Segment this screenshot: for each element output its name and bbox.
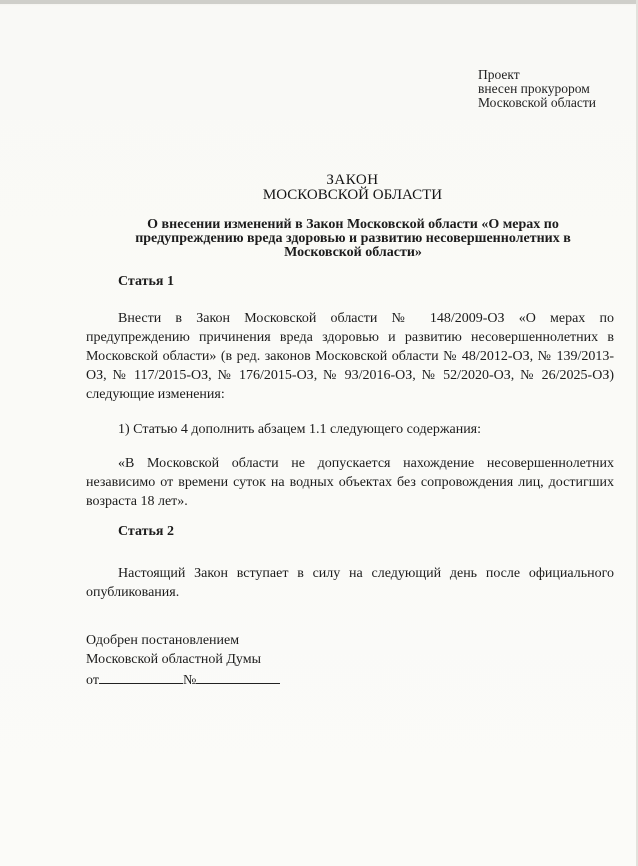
approval-block	[86, 631, 280, 690]
stamp-line-2: внесен прокурором	[478, 81, 590, 96]
approval-number-label: №	[182, 673, 197, 688]
article-1-paragraph-2: 1) Статью 4 дополнить абзацем 1.1 следующего содержания:	[118, 422, 482, 437]
title-line-1: ЗАКОН	[326, 172, 379, 188]
approval-line-1: Одобрен постановлением	[86, 633, 240, 648]
law-subject: О внесении изменений в Закон Московской области «О мерах по предупреждению вреда здоровью и развитию несовершеннолетних в Московской области»	[135, 217, 571, 260]
title-line-2: МОСКОВСКОЙ ОБЛАСТИ	[262, 187, 443, 203]
article-1-paragraph-3: «В Московской области не допускается нахождение несовершеннолетних независимо от времени суток на водных объектах без сопровождения лиц, достигших возраста 18 лет».	[86, 456, 614, 509]
approval-line-2: Московской областной Думы	[86, 652, 261, 667]
stamp-line-3: Московской области	[478, 95, 597, 110]
draft-stamp	[478, 68, 596, 110]
article-2-heading: Статья 2	[118, 524, 174, 539]
scan-top-edge	[0, 0, 638, 4]
approval-date-line	[86, 669, 280, 690]
stamp-line-1: Проект	[478, 67, 520, 82]
article-2-paragraph-1: Настоящий Закон вступает в силу на следующий день после официального опубликования.	[86, 566, 614, 600]
article-1-paragraph-1: Внести в Закон Московской области № 148/2009-ОЗ «О мерах по предупреждению причинения вреда здоровью и развитию несовершеннолетних в Московской области» (в ред. законов Московской области № 48/2012-ОЗ, № 139/2013-ОЗ, № 117/2015-ОЗ, № 176/2015-ОЗ, № 93/2016-ОЗ, № 52/2020-ОЗ, № 26/2025-ОЗ) следующие изменения:	[86, 311, 614, 402]
approval-from-label: от	[86, 673, 99, 688]
date-blank	[99, 669, 183, 684]
law-title	[100, 173, 605, 203]
article-1-heading: Статья 1	[118, 274, 174, 289]
number-blank	[196, 669, 280, 684]
